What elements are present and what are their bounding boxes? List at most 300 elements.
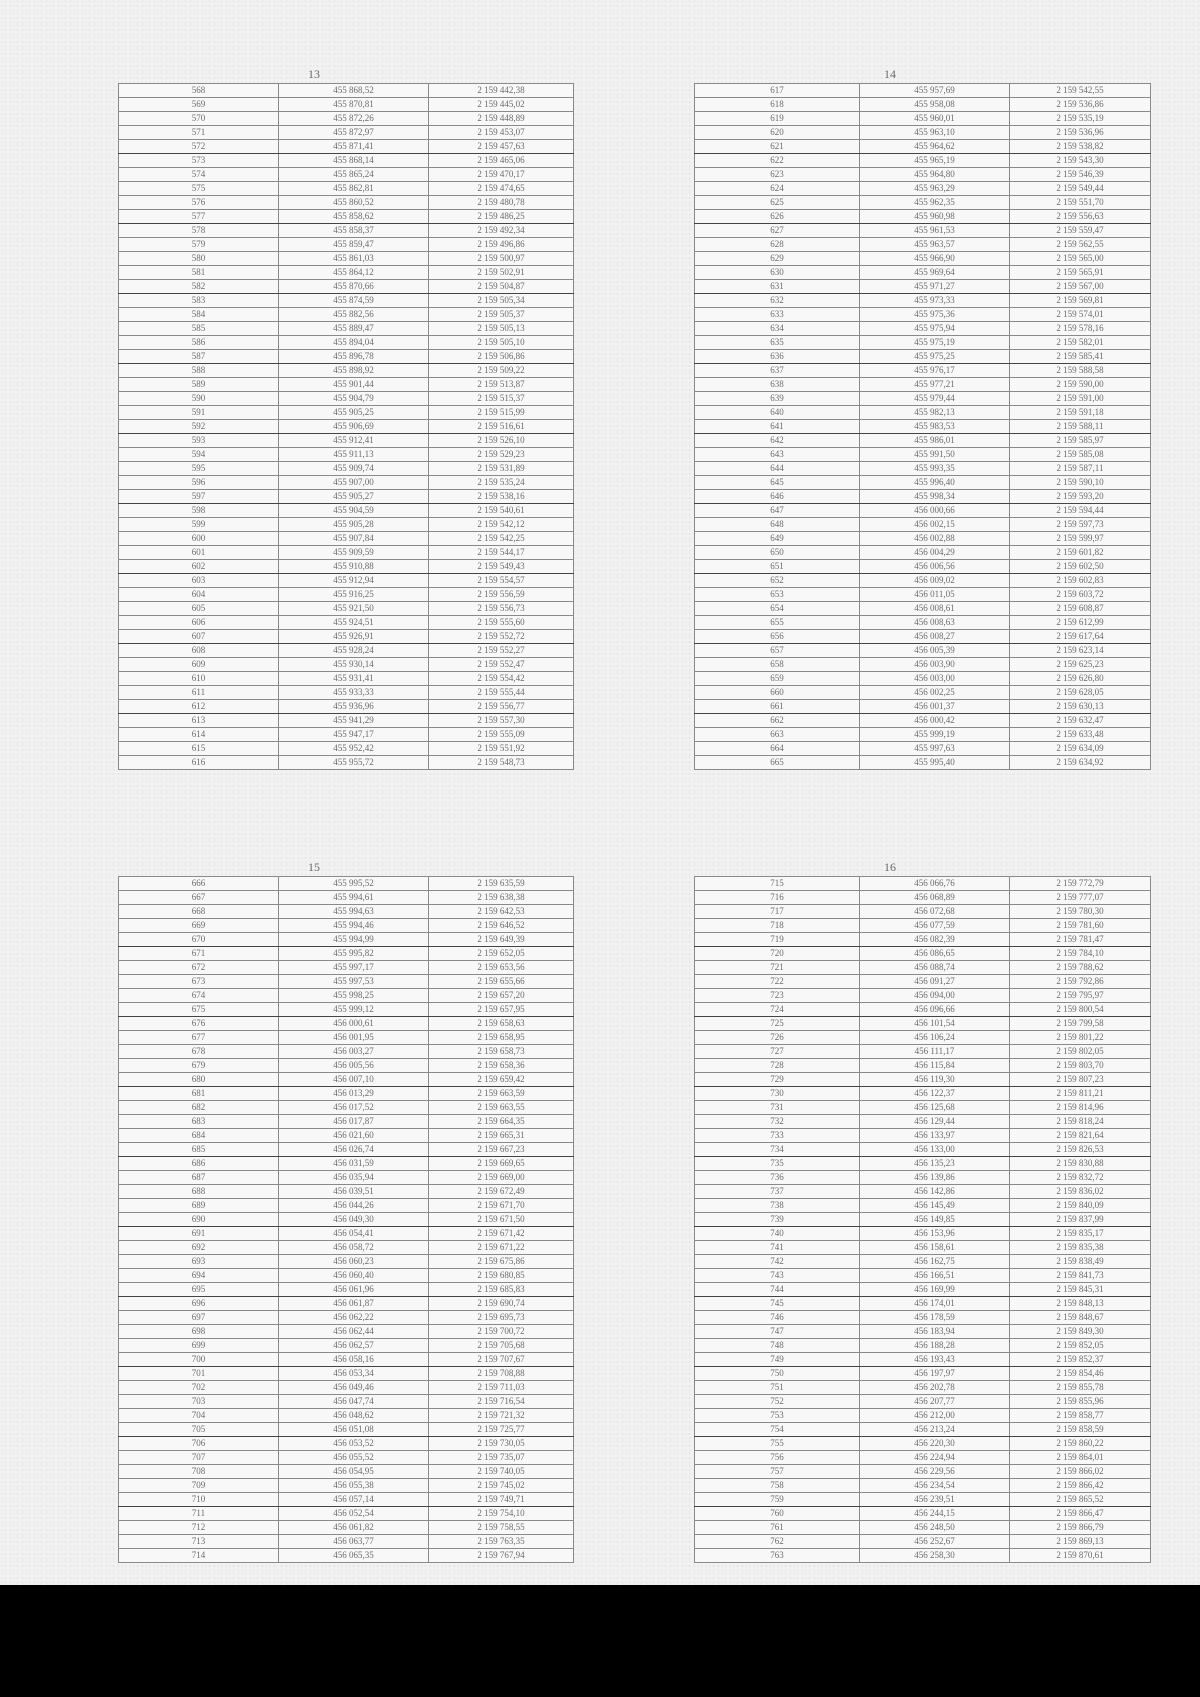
point-number-cell: 589 xyxy=(119,378,279,392)
table-row xyxy=(695,560,1151,574)
point-number-cell: 728 xyxy=(695,1059,860,1073)
table-row xyxy=(119,658,574,672)
table-row xyxy=(119,1171,574,1185)
point-number-cell: 735 xyxy=(695,1157,860,1171)
x-coordinate-cell: 456 133,97 xyxy=(860,1129,1010,1143)
table-row xyxy=(695,989,1151,1003)
table-row xyxy=(695,350,1151,364)
table-row xyxy=(119,1437,574,1451)
point-number-cell: 622 xyxy=(695,154,860,168)
table-row xyxy=(119,154,574,168)
point-number-cell: 640 xyxy=(695,406,860,420)
x-coordinate-cell: 456 054,95 xyxy=(279,1465,429,1479)
y-coordinate-cell: 2 159 730,05 xyxy=(429,1437,574,1451)
table-row xyxy=(119,1507,574,1521)
x-coordinate-cell: 456 239,51 xyxy=(860,1493,1010,1507)
y-coordinate-cell: 2 159 852,05 xyxy=(1010,1339,1151,1353)
table-row xyxy=(695,476,1151,490)
table-row xyxy=(695,154,1151,168)
table-row xyxy=(695,84,1151,98)
table-row xyxy=(119,1003,574,1017)
y-coordinate-cell: 2 159 591,18 xyxy=(1010,406,1151,420)
point-number-cell: 606 xyxy=(119,616,279,630)
table-row xyxy=(695,1549,1151,1563)
point-number-cell: 620 xyxy=(695,126,860,140)
y-coordinate-cell: 2 159 655,66 xyxy=(429,975,574,989)
table-row xyxy=(119,126,574,140)
y-coordinate-cell: 2 159 536,86 xyxy=(1010,98,1151,112)
point-number-cell: 687 xyxy=(119,1171,279,1185)
point-number-cell: 643 xyxy=(695,448,860,462)
x-coordinate-cell: 455 957,69 xyxy=(860,84,1010,98)
x-coordinate-cell: 455 998,25 xyxy=(279,989,429,1003)
point-number-cell: 685 xyxy=(119,1143,279,1157)
y-coordinate-cell: 2 159 690,74 xyxy=(429,1297,574,1311)
point-number-cell: 584 xyxy=(119,308,279,322)
table-row xyxy=(119,168,574,182)
y-coordinate-cell: 2 159 546,39 xyxy=(1010,168,1151,182)
y-coordinate-cell: 2 159 646,52 xyxy=(429,919,574,933)
table-row xyxy=(695,1255,1151,1269)
point-number-cell: 745 xyxy=(695,1297,860,1311)
point-number-cell: 724 xyxy=(695,1003,860,1017)
x-coordinate-cell: 455 912,94 xyxy=(279,574,429,588)
point-number-cell: 758 xyxy=(695,1479,860,1493)
point-number-cell: 689 xyxy=(119,1199,279,1213)
point-number-cell: 750 xyxy=(695,1367,860,1381)
x-coordinate-cell: 456 125,68 xyxy=(860,1101,1010,1115)
y-coordinate-cell: 2 159 535,24 xyxy=(429,476,574,490)
x-coordinate-cell: 456 224,94 xyxy=(860,1451,1010,1465)
scan-bottom-band xyxy=(0,1585,1200,1697)
y-coordinate-cell: 2 159 555,44 xyxy=(429,686,574,700)
table-row xyxy=(119,462,574,476)
y-coordinate-cell: 2 159 555,60 xyxy=(429,616,574,630)
table-row xyxy=(695,434,1151,448)
point-number-cell: 598 xyxy=(119,504,279,518)
x-coordinate-cell: 455 905,28 xyxy=(279,518,429,532)
x-coordinate-cell: 456 007,10 xyxy=(279,1073,429,1087)
x-coordinate-cell: 455 976,17 xyxy=(860,364,1010,378)
point-number-cell: 675 xyxy=(119,1003,279,1017)
y-coordinate-cell: 2 159 835,17 xyxy=(1010,1227,1151,1241)
table-row xyxy=(695,1199,1151,1213)
point-number-cell: 608 xyxy=(119,644,279,658)
x-coordinate-cell: 455 906,69 xyxy=(279,420,429,434)
y-coordinate-cell: 2 159 866,02 xyxy=(1010,1465,1151,1479)
table-row xyxy=(695,714,1151,728)
y-coordinate-cell: 2 159 777,07 xyxy=(1010,891,1151,905)
point-number-cell: 694 xyxy=(119,1269,279,1283)
y-coordinate-cell: 2 159 818,24 xyxy=(1010,1115,1151,1129)
point-number-cell: 711 xyxy=(119,1507,279,1521)
table-row xyxy=(695,919,1151,933)
table-row xyxy=(695,462,1151,476)
table-row xyxy=(119,518,574,532)
x-coordinate-cell: 456 062,44 xyxy=(279,1325,429,1339)
point-number-cell: 570 xyxy=(119,112,279,126)
point-number-cell: 595 xyxy=(119,462,279,476)
table-row xyxy=(695,1521,1151,1535)
table-row xyxy=(695,294,1151,308)
y-coordinate-cell: 2 159 781,60 xyxy=(1010,919,1151,933)
y-coordinate-cell: 2 159 858,77 xyxy=(1010,1409,1151,1423)
x-coordinate-cell: 455 997,17 xyxy=(279,961,429,975)
y-coordinate-cell: 2 159 601,82 xyxy=(1010,546,1151,560)
y-coordinate-cell: 2 159 671,22 xyxy=(429,1241,574,1255)
table-row xyxy=(119,756,574,770)
table-row xyxy=(695,1101,1151,1115)
y-coordinate-cell: 2 159 671,42 xyxy=(429,1227,574,1241)
y-coordinate-cell: 2 159 784,10 xyxy=(1010,947,1151,961)
y-coordinate-cell: 2 159 599,97 xyxy=(1010,532,1151,546)
x-coordinate-cell: 455 862,81 xyxy=(279,182,429,196)
x-coordinate-cell: 456 212,00 xyxy=(860,1409,1010,1423)
page-number-16: 16 xyxy=(884,860,896,874)
table-row xyxy=(119,933,574,947)
y-coordinate-cell: 2 159 630,13 xyxy=(1010,700,1151,714)
point-number-cell: 609 xyxy=(119,658,279,672)
x-coordinate-cell: 456 001,95 xyxy=(279,1031,429,1045)
table-row xyxy=(119,630,574,644)
point-number-cell: 722 xyxy=(695,975,860,989)
x-coordinate-cell: 455 975,19 xyxy=(860,336,1010,350)
table-row xyxy=(119,989,574,1003)
table-row xyxy=(119,490,574,504)
point-number-cell: 742 xyxy=(695,1255,860,1269)
y-coordinate-cell: 2 159 549,43 xyxy=(429,560,574,574)
x-coordinate-cell: 456 003,00 xyxy=(860,672,1010,686)
table-row xyxy=(695,364,1151,378)
point-number-cell: 630 xyxy=(695,266,860,280)
y-coordinate-cell: 2 159 565,91 xyxy=(1010,266,1151,280)
x-coordinate-cell: 455 924,51 xyxy=(279,616,429,630)
point-number-cell: 574 xyxy=(119,168,279,182)
point-number-cell: 716 xyxy=(695,891,860,905)
x-coordinate-cell: 455 971,27 xyxy=(860,280,1010,294)
table-row xyxy=(119,1269,574,1283)
table-row xyxy=(119,420,574,434)
point-number-cell: 669 xyxy=(119,919,279,933)
table-row xyxy=(119,336,574,350)
x-coordinate-cell: 455 961,53 xyxy=(860,224,1010,238)
table-row xyxy=(695,630,1151,644)
x-coordinate-cell: 455 894,04 xyxy=(279,336,429,350)
y-coordinate-cell: 2 159 669,00 xyxy=(429,1171,574,1185)
point-number-cell: 647 xyxy=(695,504,860,518)
table-row xyxy=(119,364,574,378)
point-number-cell: 698 xyxy=(119,1325,279,1339)
point-number-cell: 634 xyxy=(695,322,860,336)
y-coordinate-cell: 2 159 633,48 xyxy=(1010,728,1151,742)
table-row xyxy=(695,98,1151,112)
coordinates-table-14 xyxy=(694,83,1151,770)
point-number-cell: 616 xyxy=(119,756,279,770)
table-row xyxy=(695,1465,1151,1479)
y-coordinate-cell: 2 159 538,82 xyxy=(1010,140,1151,154)
table-row xyxy=(119,252,574,266)
table-row xyxy=(695,1227,1151,1241)
point-number-cell: 652 xyxy=(695,574,860,588)
table-row xyxy=(119,1297,574,1311)
y-coordinate-cell: 2 159 792,86 xyxy=(1010,975,1151,989)
x-coordinate-cell: 455 889,47 xyxy=(279,322,429,336)
point-number-cell: 763 xyxy=(695,1549,860,1563)
table-row xyxy=(695,700,1151,714)
y-coordinate-cell: 2 159 588,58 xyxy=(1010,364,1151,378)
point-number-cell: 602 xyxy=(119,560,279,574)
x-coordinate-cell: 455 973,33 xyxy=(860,294,1010,308)
x-coordinate-cell: 456 072,68 xyxy=(860,905,1010,919)
point-number-cell: 726 xyxy=(695,1031,860,1045)
y-coordinate-cell: 2 159 602,83 xyxy=(1010,574,1151,588)
x-coordinate-cell: 456 039,51 xyxy=(279,1185,429,1199)
table-row xyxy=(695,672,1151,686)
point-number-cell: 673 xyxy=(119,975,279,989)
point-number-cell: 626 xyxy=(695,210,860,224)
table-row xyxy=(695,1087,1151,1101)
table-row xyxy=(695,947,1151,961)
point-number-cell: 696 xyxy=(119,1297,279,1311)
x-coordinate-cell: 456 006,56 xyxy=(860,560,1010,574)
x-coordinate-cell: 455 904,79 xyxy=(279,392,429,406)
x-coordinate-cell: 456 035,94 xyxy=(279,1171,429,1185)
table-row xyxy=(119,1409,574,1423)
table-row xyxy=(119,1227,574,1241)
table-row xyxy=(695,140,1151,154)
y-coordinate-cell: 2 159 445,02 xyxy=(429,98,574,112)
point-number-cell: 714 xyxy=(119,1549,279,1563)
x-coordinate-cell: 456 013,29 xyxy=(279,1087,429,1101)
x-coordinate-cell: 455 870,81 xyxy=(279,98,429,112)
x-coordinate-cell: 456 258,30 xyxy=(860,1549,1010,1563)
table-row xyxy=(695,933,1151,947)
x-coordinate-cell: 455 947,17 xyxy=(279,728,429,742)
y-coordinate-cell: 2 159 658,73 xyxy=(429,1045,574,1059)
point-number-cell: 738 xyxy=(695,1199,860,1213)
x-coordinate-cell: 455 995,82 xyxy=(279,947,429,961)
point-number-cell: 623 xyxy=(695,168,860,182)
table-row xyxy=(119,196,574,210)
table-row xyxy=(695,1367,1151,1381)
x-coordinate-cell: 456 145,49 xyxy=(860,1199,1010,1213)
table-row xyxy=(119,1143,574,1157)
table-row xyxy=(695,1241,1151,1255)
x-coordinate-cell: 455 975,94 xyxy=(860,322,1010,336)
y-coordinate-cell: 2 159 667,23 xyxy=(429,1143,574,1157)
y-coordinate-cell: 2 159 830,88 xyxy=(1010,1157,1151,1171)
point-number-cell: 596 xyxy=(119,476,279,490)
y-coordinate-cell: 2 159 457,63 xyxy=(429,140,574,154)
x-coordinate-cell: 456 129,44 xyxy=(860,1115,1010,1129)
table-row xyxy=(119,1059,574,1073)
x-coordinate-cell: 456 002,88 xyxy=(860,532,1010,546)
x-coordinate-cell: 455 912,41 xyxy=(279,434,429,448)
point-number-cell: 682 xyxy=(119,1101,279,1115)
x-coordinate-cell: 456 001,37 xyxy=(860,700,1010,714)
point-number-cell: 746 xyxy=(695,1311,860,1325)
point-number-cell: 663 xyxy=(695,728,860,742)
y-coordinate-cell: 2 159 700,72 xyxy=(429,1325,574,1339)
point-number-cell: 730 xyxy=(695,1087,860,1101)
point-number-cell: 706 xyxy=(119,1437,279,1451)
y-coordinate-cell: 2 159 866,42 xyxy=(1010,1479,1151,1493)
table-row xyxy=(695,392,1151,406)
point-number-cell: 638 xyxy=(695,378,860,392)
x-coordinate-cell: 456 062,22 xyxy=(279,1311,429,1325)
x-coordinate-cell: 456 091,27 xyxy=(860,975,1010,989)
point-number-cell: 699 xyxy=(119,1339,279,1353)
table-row xyxy=(119,1549,574,1563)
table-row xyxy=(119,616,574,630)
point-number-cell: 646 xyxy=(695,490,860,504)
y-coordinate-cell: 2 159 763,35 xyxy=(429,1535,574,1549)
table-row xyxy=(695,1493,1151,1507)
table-row xyxy=(119,1283,574,1297)
y-coordinate-cell: 2 159 470,17 xyxy=(429,168,574,182)
x-coordinate-cell: 456 122,37 xyxy=(860,1087,1010,1101)
x-coordinate-cell: 455 999,12 xyxy=(279,1003,429,1017)
table-row xyxy=(119,1031,574,1045)
point-number-cell: 649 xyxy=(695,532,860,546)
y-coordinate-cell: 2 159 649,39 xyxy=(429,933,574,947)
x-coordinate-cell: 456 162,75 xyxy=(860,1255,1010,1269)
point-number-cell: 679 xyxy=(119,1059,279,1073)
y-coordinate-cell: 2 159 658,63 xyxy=(429,1017,574,1031)
x-coordinate-cell: 456 048,62 xyxy=(279,1409,429,1423)
table-row xyxy=(119,560,574,574)
table-row xyxy=(695,686,1151,700)
point-number-cell: 697 xyxy=(119,1311,279,1325)
x-coordinate-cell: 456 220,30 xyxy=(860,1437,1010,1451)
table-row xyxy=(119,700,574,714)
point-number-cell: 718 xyxy=(695,919,860,933)
point-number-cell: 744 xyxy=(695,1283,860,1297)
y-coordinate-cell: 2 159 538,16 xyxy=(429,490,574,504)
point-number-cell: 604 xyxy=(119,588,279,602)
x-coordinate-cell: 455 905,25 xyxy=(279,406,429,420)
table-row xyxy=(695,532,1151,546)
x-coordinate-cell: 455 909,59 xyxy=(279,546,429,560)
y-coordinate-cell: 2 159 671,70 xyxy=(429,1199,574,1213)
point-number-cell: 703 xyxy=(119,1395,279,1409)
point-number-cell: 723 xyxy=(695,989,860,1003)
table-row xyxy=(119,1241,574,1255)
page-number-15: 15 xyxy=(308,860,320,874)
y-coordinate-cell: 2 159 811,21 xyxy=(1010,1087,1151,1101)
point-number-cell: 581 xyxy=(119,266,279,280)
y-coordinate-cell: 2 159 659,42 xyxy=(429,1073,574,1087)
point-number-cell: 670 xyxy=(119,933,279,947)
table-row xyxy=(119,224,574,238)
table-row xyxy=(695,1269,1151,1283)
point-number-cell: 591 xyxy=(119,406,279,420)
x-coordinate-cell: 455 964,62 xyxy=(860,140,1010,154)
x-coordinate-cell: 455 933,33 xyxy=(279,686,429,700)
x-coordinate-cell: 455 964,80 xyxy=(860,168,1010,182)
point-number-cell: 725 xyxy=(695,1017,860,1031)
y-coordinate-cell: 2 159 767,94 xyxy=(429,1549,574,1563)
y-coordinate-cell: 2 159 585,41 xyxy=(1010,350,1151,364)
table-row xyxy=(119,1493,574,1507)
table-row xyxy=(695,1339,1151,1353)
point-number-cell: 667 xyxy=(119,891,279,905)
y-coordinate-cell: 2 159 496,86 xyxy=(429,238,574,252)
x-coordinate-cell: 456 021,60 xyxy=(279,1129,429,1143)
x-coordinate-cell: 456 058,72 xyxy=(279,1241,429,1255)
y-coordinate-cell: 2 159 623,14 xyxy=(1010,644,1151,658)
table-row xyxy=(695,616,1151,630)
table-row xyxy=(695,644,1151,658)
table-row xyxy=(119,714,574,728)
y-coordinate-cell: 2 159 848,13 xyxy=(1010,1297,1151,1311)
x-coordinate-cell: 456 229,56 xyxy=(860,1465,1010,1479)
x-coordinate-cell: 456 153,96 xyxy=(860,1227,1010,1241)
x-coordinate-cell: 455 995,52 xyxy=(279,877,429,891)
x-coordinate-cell: 456 065,35 xyxy=(279,1549,429,1563)
x-coordinate-cell: 456 119,30 xyxy=(860,1073,1010,1087)
x-coordinate-cell: 455 977,21 xyxy=(860,378,1010,392)
x-coordinate-cell: 456 005,39 xyxy=(860,644,1010,658)
y-coordinate-cell: 2 159 685,83 xyxy=(429,1283,574,1297)
y-coordinate-cell: 2 159 552,27 xyxy=(429,644,574,658)
table-row xyxy=(119,877,574,891)
y-coordinate-cell: 2 159 855,96 xyxy=(1010,1395,1151,1409)
x-coordinate-cell: 456 061,82 xyxy=(279,1521,429,1535)
y-coordinate-cell: 2 159 865,52 xyxy=(1010,1493,1151,1507)
y-coordinate-cell: 2 159 552,47 xyxy=(429,658,574,672)
x-coordinate-cell: 455 994,46 xyxy=(279,919,429,933)
y-coordinate-cell: 2 159 860,22 xyxy=(1010,1437,1151,1451)
point-number-cell: 590 xyxy=(119,392,279,406)
point-number-cell: 625 xyxy=(695,196,860,210)
x-coordinate-cell: 456 005,56 xyxy=(279,1059,429,1073)
page-number-13: 13 xyxy=(308,67,320,81)
table-row xyxy=(695,756,1151,770)
y-coordinate-cell: 2 159 515,99 xyxy=(429,406,574,420)
y-coordinate-cell: 2 159 866,47 xyxy=(1010,1507,1151,1521)
table-row xyxy=(695,322,1151,336)
y-coordinate-cell: 2 159 505,37 xyxy=(429,308,574,322)
y-coordinate-cell: 2 159 535,19 xyxy=(1010,112,1151,126)
table-row xyxy=(695,1423,1151,1437)
y-coordinate-cell: 2 159 486,25 xyxy=(429,210,574,224)
point-number-cell: 700 xyxy=(119,1353,279,1367)
point-number-cell: 732 xyxy=(695,1115,860,1129)
x-coordinate-cell: 455 955,72 xyxy=(279,756,429,770)
table-row xyxy=(119,588,574,602)
point-number-cell: 580 xyxy=(119,252,279,266)
x-coordinate-cell: 456 101,54 xyxy=(860,1017,1010,1031)
x-coordinate-cell: 455 941,29 xyxy=(279,714,429,728)
y-coordinate-cell: 2 159 635,59 xyxy=(429,877,574,891)
point-number-cell: 582 xyxy=(119,280,279,294)
x-coordinate-cell: 456 044,26 xyxy=(279,1199,429,1213)
table-row xyxy=(119,378,574,392)
table-row xyxy=(119,238,574,252)
y-coordinate-cell: 2 159 587,11 xyxy=(1010,462,1151,476)
point-number-cell: 571 xyxy=(119,126,279,140)
point-number-cell: 715 xyxy=(695,877,860,891)
table-row xyxy=(119,434,574,448)
table-row xyxy=(695,1115,1151,1129)
x-coordinate-cell: 455 986,01 xyxy=(860,434,1010,448)
table-row xyxy=(695,975,1151,989)
x-coordinate-cell: 456 139,86 xyxy=(860,1171,1010,1185)
table-row xyxy=(119,644,574,658)
y-coordinate-cell: 2 159 781,47 xyxy=(1010,933,1151,947)
table-row xyxy=(119,1199,574,1213)
